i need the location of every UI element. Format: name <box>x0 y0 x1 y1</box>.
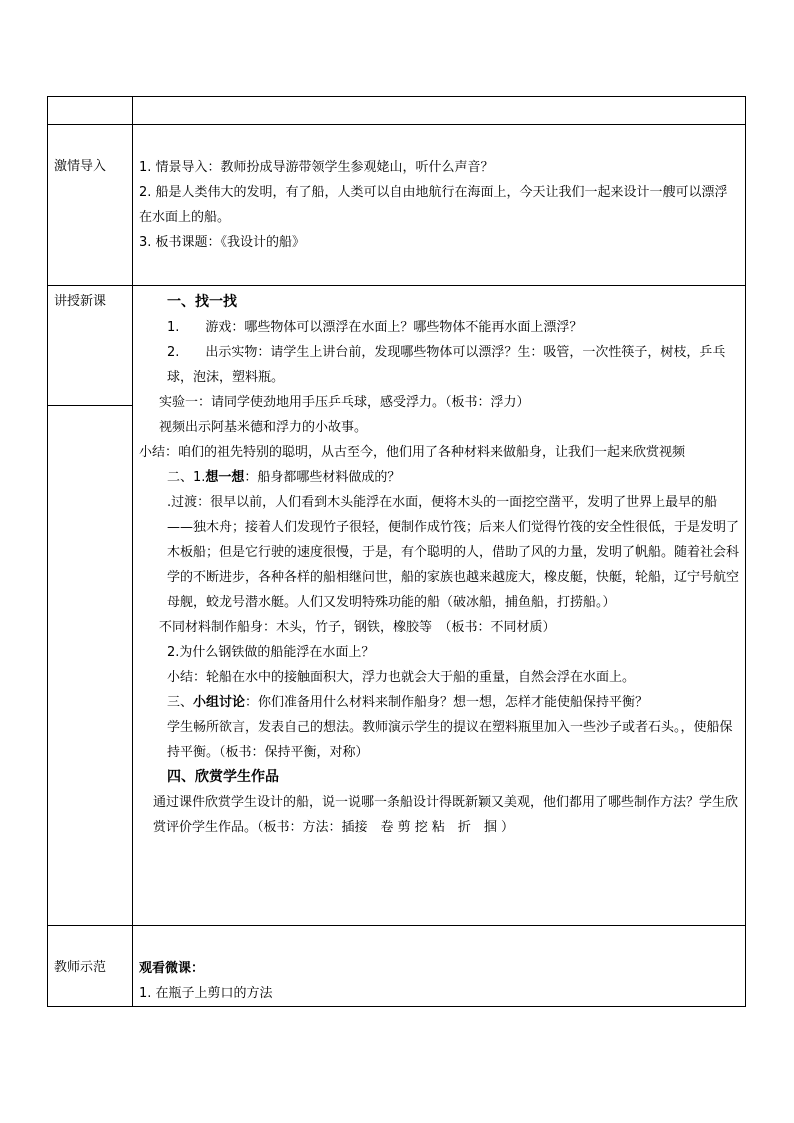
intro-row <box>48 125 746 286</box>
demo-content-cell <box>133 926 746 1007</box>
section-1-item-1: 1. 游戏：哪些物体可以漂浮在水面上？哪些物体不能再水面上漂浮？ <box>167 320 583 335</box>
section-3-question: ：你们准备用什么材料来制作船身？想一想，怎样才能使船保持平衡？ <box>245 695 649 710</box>
section-1-title: 一、找一找 <box>167 294 237 310</box>
header-content-cell <box>133 97 746 125</box>
experiment-1: 实验一：请同学使劲地用手压乒乓球，感受浮力。（板书：浮力） <box>159 395 530 410</box>
demo-label-cell <box>48 926 133 1007</box>
intro-line-1: 1. 情景导入：教师扮成导游带领学生参观姥山，听什么声音？ <box>139 160 494 175</box>
intro-line-3: 3. 板书课题：《我设计的船》 <box>139 235 306 250</box>
header-label-cell <box>48 97 133 125</box>
lesson-label: 讲授新课 <box>54 294 107 309</box>
section-1-item-2: 2. 出示实物：请学生上讲台前，发现哪些物体可以漂浮？生：吸管，一次性筷子，树枝，乒乓球，泡沫，塑料瓶。 <box>167 345 726 385</box>
video-story: 视频出示阿基米德和浮力的小故事。 <box>159 420 368 435</box>
section-4-body: 通过课件欣赏学生设计的船，说一说哪一条船设计得既新颖又美观，他们都用了哪些制作方法？学生欣赏评价学生作品。（板书：方法：插接 卷 剪 挖 粘 折 掴 ） <box>153 795 739 835</box>
intro-label-cell <box>48 125 133 286</box>
question-2: 2.为什么钢铁做的船能浮在水面上？ <box>167 645 375 660</box>
summary-2: 小结：轮船在水中的接触面积大，浮力也就会大于船的重量，自然会浮在水面上。 <box>167 670 636 685</box>
header-row <box>48 97 746 125</box>
section-4-title: 四、欣赏学生作品 <box>167 769 279 785</box>
section-2-keyword: 想一想 <box>205 470 245 485</box>
lesson-row <box>48 286 746 926</box>
section-2-prefix: 二、1. <box>167 470 206 485</box>
demo-row <box>48 926 746 1007</box>
section-2-question: ：船身都哪些材料做成的？ <box>244 470 401 485</box>
transition-paragraph: .过渡：很早以前，人们看到木头能浮在水面，便将木头的一面挖空凿平，发明了世界上最早的船——独木舟；接着人们发现竹子很轻，便制作成竹筏；后来人们觉得竹筏的安全性很低，于是发明了木板船；但是它行驶的速度很慢，于是，有个聪明的人，借助了风的力量，发明了帆船。随着社会科学的不断进步，各种各样的船相继问世，船的家族也越来越庞大，橡皮艇，快艇，轮船，辽宁号航空母舰，蛟龙号潜水艇。人们又发明特殊功能的船（破冰船，捕鱼船，打捞船。） <box>167 495 740 610</box>
intro-line-2: 2. 船是人类伟大的发明，有了船，人类可以自由地航行在海面上，今天让我们一起来设计一艘可以漂浮在水面上的船。 <box>139 185 728 225</box>
demo-title: 观看微课： <box>139 961 205 976</box>
lesson-plan-table <box>47 96 746 1007</box>
lesson-label-cell <box>48 286 133 926</box>
materials-line: 不同材料制作船身：木头，竹子，钢铁，橡胶等 （板书：不同材质） <box>159 620 556 635</box>
intro-label: 激情导入 <box>54 159 107 174</box>
label-column-divider <box>47 405 133 406</box>
lesson-content-cell <box>133 286 746 926</box>
section-3-keyword: 小组讨论 <box>193 695 246 710</box>
intro-content-cell <box>133 125 746 286</box>
demo-item-1: 1. 在瓶子上剪口的方法 <box>139 986 273 1001</box>
section-2-title <box>139 465 739 490</box>
section-3-body: 学生畅所欲言，发表自己的想法。教师演示学生的提议在塑料瓶里加入一些沙子或者石头。，使船保持平衡。（板书：保持平衡，对称） <box>167 720 733 760</box>
demo-label: 教师示范 <box>54 960 107 975</box>
section-3-title <box>139 690 739 715</box>
section-3-prefix: 三、 <box>167 695 194 710</box>
summary-1: 小结：咱们的祖先特别的聪明，从古至今，他们用了各种材料来做船身，让我们一起来欣赏视频 <box>139 445 686 460</box>
